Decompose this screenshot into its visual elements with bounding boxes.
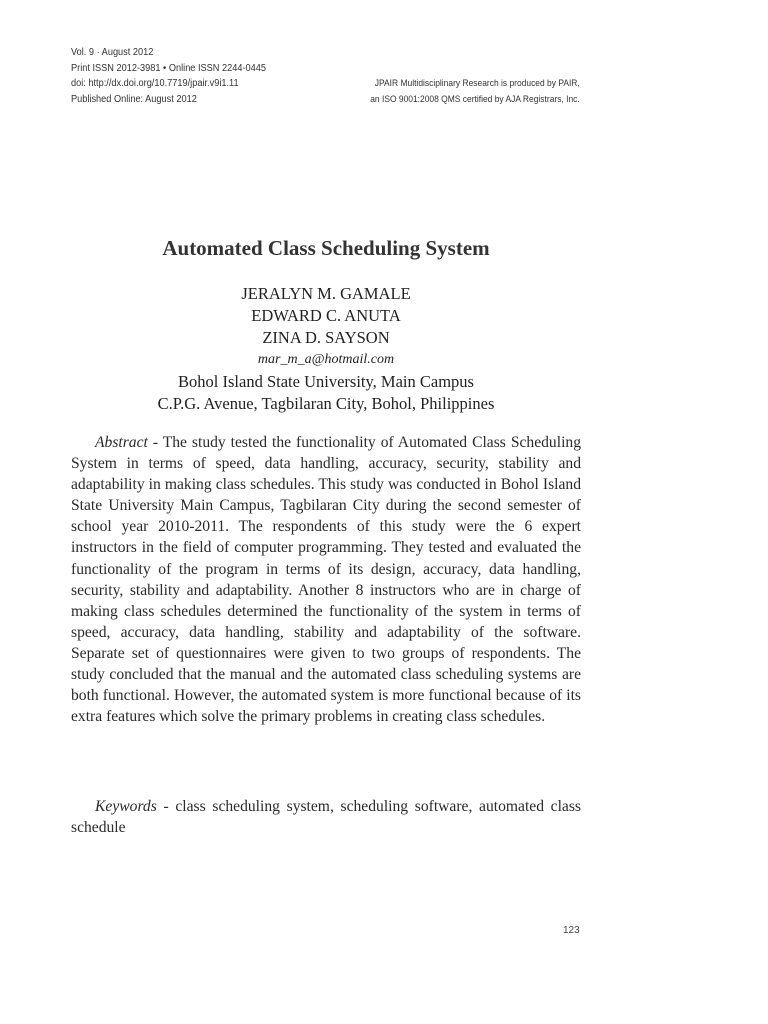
- keywords-text: class scheduling system, scheduling software, automated class schedule: [71, 798, 581, 837]
- abstract-label: Abstract: [95, 434, 148, 451]
- abstract-paragraph: [71, 432, 581, 727]
- affiliation-line: C.P.G. Avenue, Tagbilaran City, Bohol, Philippines: [157, 394, 495, 413]
- doi-line: doi: http://dx.doi.org/10.7719/jpair.v9i1.11: [71, 78, 239, 89]
- publisher-info: [370, 76, 580, 107]
- abstract-separator: -: [147, 434, 163, 451]
- publisher-line-2: an ISO 9001:2008 QMS certified by AJA Registrars, Inc.: [370, 93, 580, 104]
- affiliation-line: Bohol Island State University, Main Campus: [178, 372, 474, 391]
- abstract-text: The study tested the functionality of Automated Class Scheduling System in terms of speed, data handling, accuracy, security, stability and adaptability in making class schedules. This study was conducted in Bohol Island State University Main Campus, Tagbilaran City during the second semester of school year 2010-2011. The respondents of this study were the 6 expert instructors in the field of computer programming. They tested and evaluated the functionality of the program in terms of its design, accuracy, data handling, security, stability and adaptability. Another 8 instructors who are in charge of making class schedules determined the functionality of the system in terms of speed, accuracy, data handling, stability and adaptability of the software. Separate set of questionnaires were given to two groups of respondents. The study concluded that the manual and the automated class scheduling systems are both functional. However, the automated system is more functional because of its extra features which solve the primary problems in creating class schedules.: [71, 434, 581, 726]
- page-number: 123: [563, 925, 580, 936]
- journal-info: [71, 45, 266, 107]
- author-name: EDWARD C. ANUTA: [251, 306, 401, 325]
- keywords-label: Keywords: [95, 798, 157, 815]
- author-email: mar_m_a@hotmail.com: [257, 352, 395, 367]
- publisher-line-1: JPAIR Multidisciplinary Research is produced by PAIR,: [375, 78, 580, 88]
- keywords-separator: -: [156, 798, 176, 815]
- author-block: [0, 283, 652, 415]
- paper-title: Automated Class Scheduling System: [162, 236, 490, 260]
- author-name: JERALYN M. GAMALE: [241, 284, 411, 303]
- keywords-paragraph: [71, 796, 581, 838]
- published-line: Published Online: August 2012: [71, 93, 197, 105]
- issn-line: Print ISSN 2012-3981 • Online ISSN 2244-0445: [71, 62, 267, 74]
- volume-line: Vol. 9 · August 2012: [71, 47, 154, 58]
- author-name: ZINA D. SAYSON: [262, 328, 390, 347]
